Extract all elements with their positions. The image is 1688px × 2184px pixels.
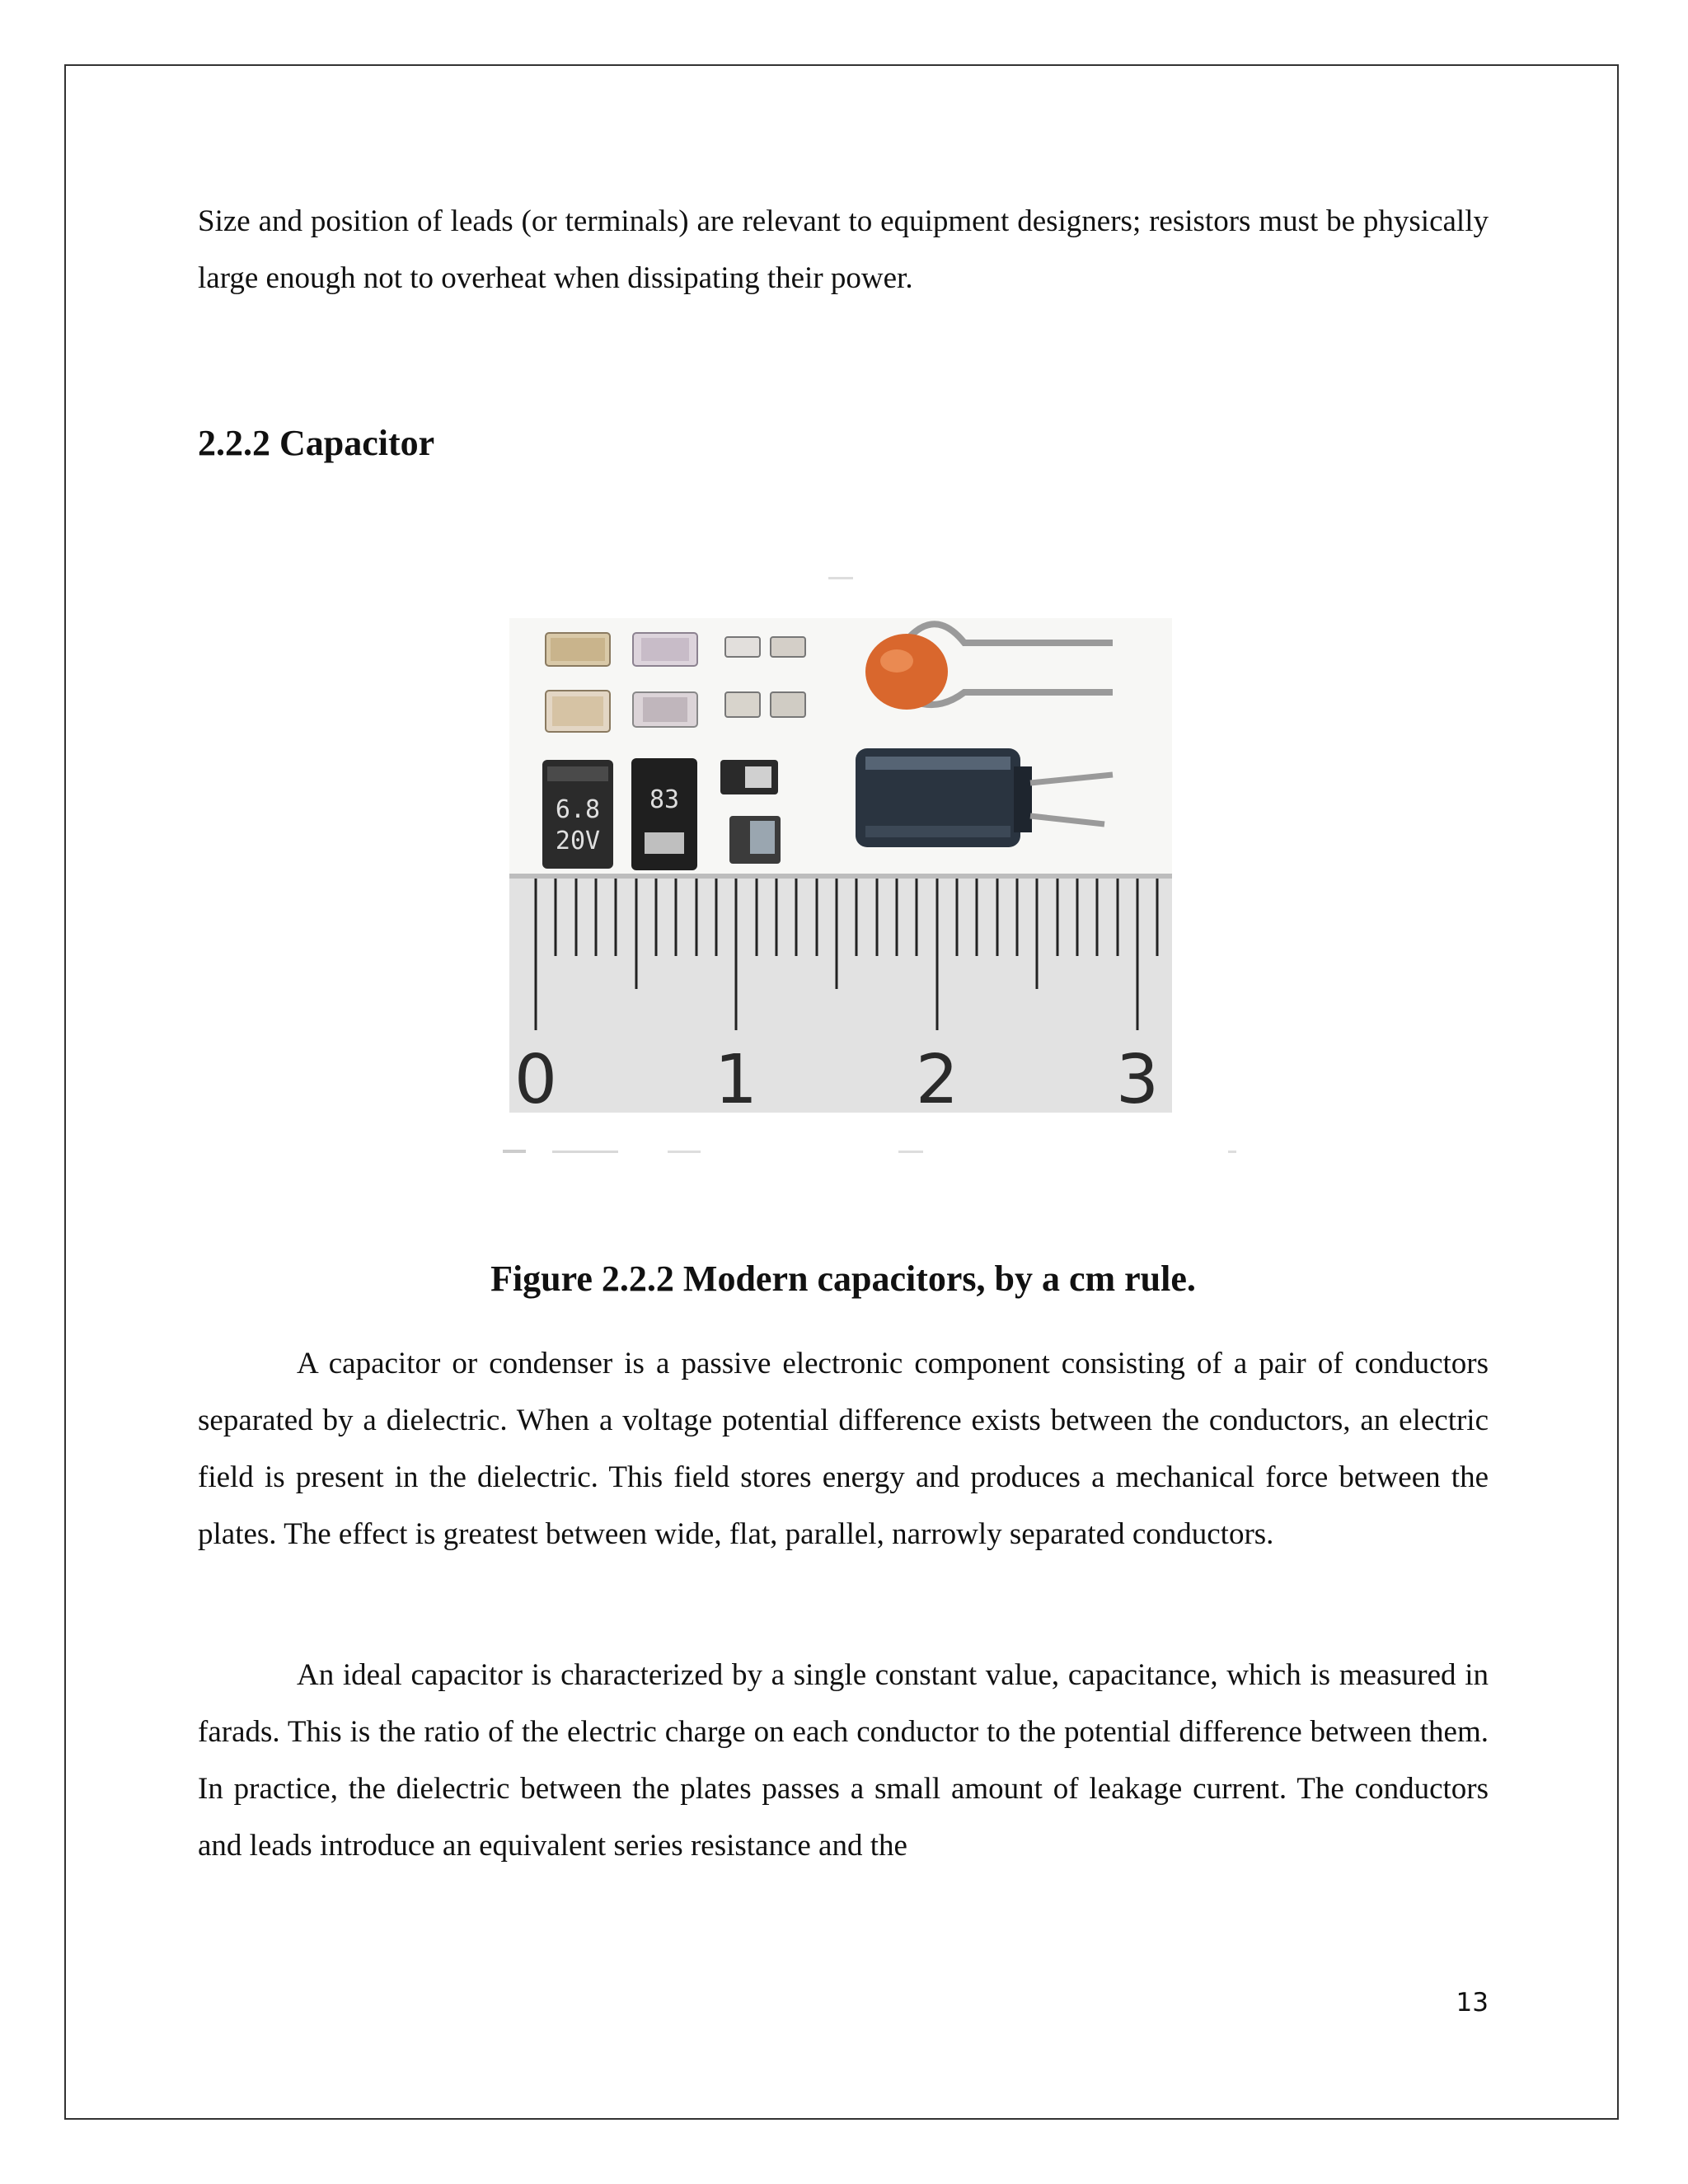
paragraph-ideal-capacitor: An ideal capacitor is characterized by a single constant value, capacitance, which is measured in farads. This is the ratio of the electric charge on each conductor to the potential difference between them. In practice, the dielectric between the plates passes a small amount of leakage current. The conductors and leads introduce an equivalent series resistance and the xyxy=(198,1658,1489,1863)
capacitors-photo xyxy=(503,569,1245,1162)
cm-ruler xyxy=(509,874,1172,1119)
paragraph-resistor-size: Size and position of leads (or terminals) are relevant to equipment designers; resistors must be physically large enough not to overheat when dissipating their power. xyxy=(198,204,1489,295)
svg-text:20V: 20V xyxy=(555,827,601,855)
page-number: 13 xyxy=(1456,1988,1489,2018)
svg-text:6.8: 6.8 xyxy=(555,795,601,824)
svg-text:83: 83 xyxy=(649,785,680,814)
svg-text:0: 0 xyxy=(513,1041,558,1119)
svg-text:2: 2 xyxy=(915,1041,959,1119)
svg-text:1: 1 xyxy=(714,1041,758,1119)
figure-caption: Figure 2.2.2 Modern capacitors, by a cm rule. xyxy=(490,1258,1196,1299)
svg-text:3: 3 xyxy=(1115,1041,1160,1119)
paragraph-capacitor-definition: A capacitor or condenser is a passive electronic component consisting of a pair of conductors separated by a dielectric. When a voltage potential difference exists between the conductors, an electric field is present in the dielectric. This field stores energy and produces a mechanical force between the plates. The effect is greatest between wide, flat, parallel, narrowly separated conductors. xyxy=(198,1347,1489,1551)
section-heading: 2.2.2 Capacitor xyxy=(198,423,435,463)
